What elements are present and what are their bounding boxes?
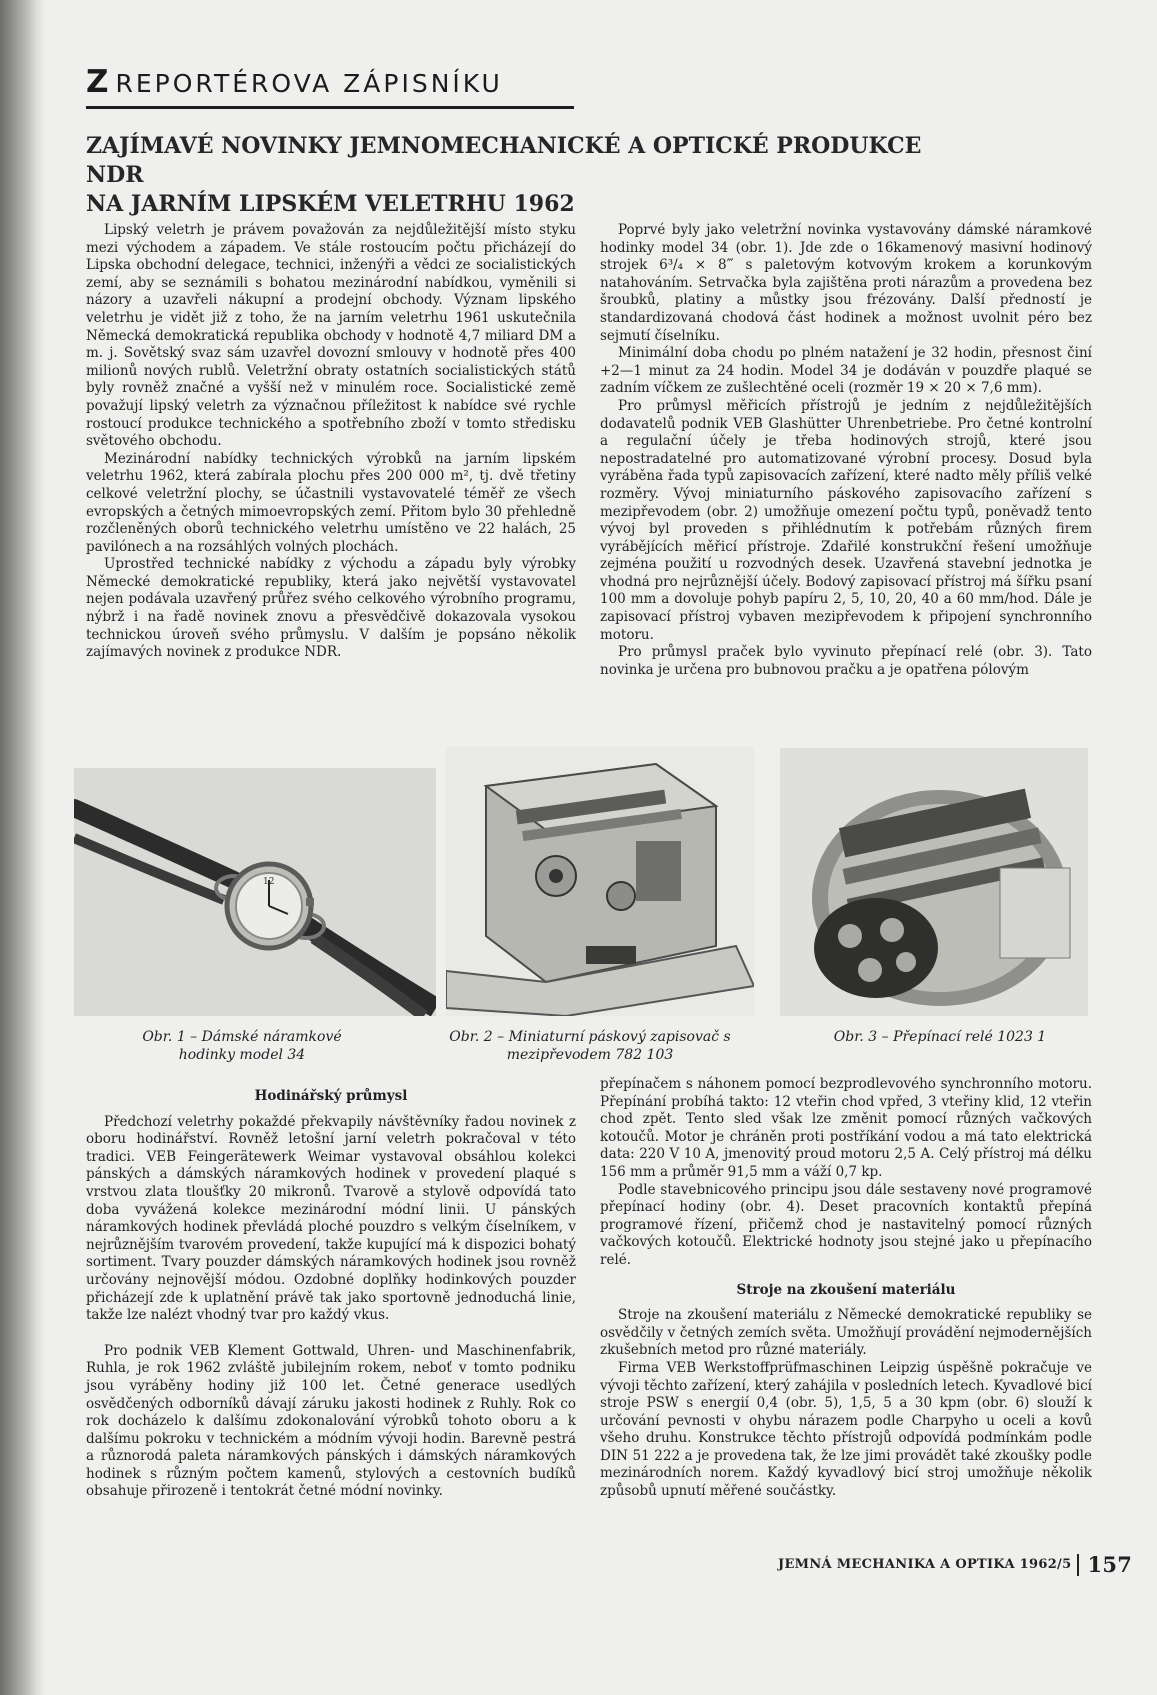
bottom-right-column	[600, 1076, 1092, 1501]
paragraph: přepínačem s náhonem pomocí bezprodlevového synchronního motoru. Přepínání probíhá takto: 12 vteřin chod vpřed, 3 vteřiny klid, 12 vteřin chod zpět. Tento sled však lze změnit pomocí různých vačkových kotoučů. Motor je chráněn proti postříkání vodou a má tato elektrická data: 220 V 10 A, jmenovitý proud motoru 2,5 A. Celý přístroj má délku 156 mm a průměr 91,5 mm a váží 0,7 kp.	[600, 1076, 1092, 1180]
section-rule	[86, 106, 574, 109]
journal-name: JEMNÁ MECHANIKA A OPTIKA 1962/5	[778, 1557, 1072, 1572]
paragraph: Mezinárodní nabídky technických výrobků na jarním lipském veletrhu 1962, která zabírala plochu přes 200 000 m², tj. dvě třetiny celkové veletržní plochy, se účastnili vystavovatelé téměř ze všech evropských a četných mimoevropských zemí. Přitom bylo 30 přehledně rozčleněných oborů technického veletrhu umístěno ve 22 halách, 25 pavilónech a na rozsáhlých volných plochách.	[86, 450, 576, 555]
paragraph: Pro podnik VEB Klement Gottwald, Uhren- und Maschinenfabrik, Ruhla, je rok 1962 zvláště jubilejním rokem, neboť v tomto podniku jsou vyráběny hodiny již 100 let. Četné generace usedlých osvědčených odborníků dávají záruku jakosti hodinek z Ruhly. Rok co rok docházelo k dalšímu zdokonalování výrobků tohoto oboru a k dalšímu pokroku v technickém a módním vývoji hodin. Barevně pestrá a různorodá paleta náramkových pánských i dámských náramkových hodinek s různým počtem kamenů, stylových a cestovních budíků obsahuje přirozeně i tentokrát četné módní novinky.	[86, 1342, 576, 1500]
subheading-stroje-na-zkouseni: Stroje na zkoušení materiálu	[736, 1281, 956, 1298]
headline-line-2: NA JARNÍM LIPSKÉM VELETRHU 1962	[86, 191, 575, 217]
page-footer	[778, 1552, 1132, 1577]
bottom-left-column	[86, 1076, 576, 1501]
page-number: 157	[1087, 1552, 1133, 1577]
footer-divider	[1077, 1554, 1079, 1576]
paragraph: Předchozí veletrhy pokaždé překvapily návštěvníky řadou novinek z oboru hodinářství. Rovněž letošní jarní veletrh pokračoval v této tradici. VEB Feingerätewerk Weimar vystavoval obsáhlou kolekci pánských a dámských náramkových hodinek v provedení plaqué s vrstvou zlata tloušťky 20 mikronů. Tvarově a stylově odpovídá tato doba vyvážená kolekce mezinárodní módní linii. U pánských náramkových hodinek převládá ploché pouzdro s velkým číselníkem, v nejrůznějším tvarovém provedení, takže kupující má k dispozici bohatý sortiment. Tvary pouzder dámských náramkových hodinek jsou rovněž určovány nejnovější módou. Ozdobné doplňky hodinkových pouzder přicházejí zde k uplatnění právě tak jako sportovně jednoduchá linie, takže lze nalézt vhodný tvar pro každý vkus.	[86, 1113, 576, 1324]
figure-3-caption: Obr. 3 – Přepínací relé 1023 1	[833, 1029, 1047, 1045]
intro-right-column	[600, 222, 1092, 679]
figure-1-wristwatch-photo	[74, 768, 436, 1016]
intro-left-column	[86, 222, 576, 662]
paragraph: Pro průmysl měřicích přístrojů je jedním z nejdůležitějších dodavatelů podnik VEB Glashütter Uhrenbetriebe. Pro četné kontrolní a regulační účely je třeba hodinových strojů, které jsou nepostradatelné pro automatizované výrobní procesy. Dosud byla vyráběna řada typů zapisovacích zařízení, které nadto měly příliš velké rozměry. Vývoj miniaturního páskového zapisovacího zařízení s mezipřevodem (obr. 2) umožňuje omezení počtu typů, poněvadž tento vývoj byl proveden s přihlédnutím k potřebám různých firem vyrábějících měřicí přístroje. Zdařilé konstrukční řešení umožňuje zejména použití u rozvodných desek. Uzavřená stavební jednotka je vhodná pro nejrůznější účely. Bodový zapisovací přístroj má šířku psaní 100 mm a dovoluje pohyb papíru 2, 5, 10, 20, 40 a 60 mm/hod. Dále je zapisovací přístroj vybaven mezipřevodem k připojení synchronního motoru.	[600, 397, 1092, 643]
wristwatch-illustration	[74, 768, 436, 1016]
binding-shadow	[0, 0, 46, 1695]
headline-line-1: ZAJÍMAVÉ NOVINKY JEMNOMECHANICKÉ A OPTICKÉ PRODUKCE NDR	[86, 133, 922, 188]
figure-3-relay-photo	[780, 748, 1088, 1016]
figure-1-caption: Obr. 1 – Dámské náramkové hodinky model 34	[142, 1029, 342, 1063]
article-headline	[86, 132, 986, 219]
figure-2-tape-recorder-photo	[446, 746, 754, 1016]
paragraph: Lipský veletrh je právem považován za nejdůležitější místo styku mezi východem a západem. Ve stále rostoucím počtu přicházejí do Lipska obchodní delegace, technici, inženýři a vědci ze socialistických zemí, aby se seznámili s bohatou mezinárodní nabídkou, vyměnili si názory a uzavřeli nákupní a prodejní obchody. Význam lipského veletrhu je vidět již z toho, že na jarním veletrhu 1961 uskutečnila Německá demokratická republika obchody v hodnotě 4,7 miliard DM a m. j. Sovětský svaz sám uzavřel dovozní smlouvy v hodnotě přes 400 milionů nových rublů. Veletržní obraty ostatních socialistických států byly rovněž značné a vyšší než v minulém roce. Socialistické země považují lipský veletrh za význačnou příležitost k nabídce své rychle rostoucí produkce technického a spotřebního zboží v tomto středisku světového obchodu.	[86, 222, 576, 450]
paragraph: Uprostřed technické nabídky z východu a západu byly výrobky Německé demokratické republiky, která jako největší vystavovatel nejen podávala uzavřený průřez svého celkového výrobního programu, nýbrž i na řadě novinek znovu a přesvědčivě dokazovala vysokou technickou úroveň svého průmyslu. V dalším je popsáno několik zajímavých novinek z produkce NDR.	[86, 556, 576, 661]
subheading-hodinarsky-prumysl: Hodinářský průmysl	[254, 1088, 408, 1104]
paragraph: Poprvé byly jako veletržní novinka vystavovány dámské náramkové hodinky model 34 (obr. 1). Jde zde o 16kamenový masivní hodinový strojek 6³/₄ × 8‴ s paletovým kotvovým krokem a korunkovým natahováním. Setrvačka byla zajištěna proti nárazům a provedena bez šroubků, platiny a můstky jsou frézovány. Další předností je standardizovaná chodová část hodinek a možnost uvolnit péro bez sejmutí číselníku.	[600, 222, 1092, 344]
paragraph: Pro průmysl praček bylo vyvinuto přepínací relé (obr. 3). Tato novinka je určena pro bubnovou pračku a je opatřena pólovým	[600, 644, 1092, 678]
figure-2-caption: Obr. 2 – Miniaturní páskový zapisovač s mezipřevodem 782 103	[449, 1029, 731, 1063]
recorder-illustration	[446, 746, 754, 1016]
paragraph: Stroje na zkoušení materiálu z Německé demokratické republiky se osvědčily v četných zemích světa. Umožňují provádění nejmodernějších zkušebních metod pro různé materiály.	[600, 1307, 1092, 1359]
paragraph: Podle stavebnicového principu jsou dále sestaveny nové programové přepínací hodiny (obr. 4). Deset pracovních kontaktů přepíná programové řízení, přičemž chod je nastavitelný pomocí různých vačkových kotoučů. Elektrické hodnoty jsou stejné jako u přepínacího relé.	[600, 1181, 1092, 1268]
relay-illustration	[780, 748, 1088, 1016]
section-title: Z REPORTÉROVA ZÁPISNÍKU	[86, 64, 503, 100]
svg-text:12: 12	[263, 877, 275, 887]
paragraph: Minimální doba chodu po plném natažení je 32 hodin, přesnost činí +2—1 minut za 24 hodin. Model 34 je dodáván v pouzdře plaqué se zadním víčkem ze zušlechtěné oceli (rozměr 19 × 20 × 7,6 mm).	[600, 345, 1092, 397]
paragraph: Firma VEB Werkstoffprüfmaschinen Leipzig úspěšně pokračuje ve vývoji těchto zařízení, který zahájila v posledních letech. Kyvadlové bicí stroje PSW s energií 0,4 (obr. 5), 1,5, 5 a 30 kpm (obr. 6) slouží k určování pevnosti v ohybu nárazem podle Charpyho u oceli a kovů všeho druhu. Konstrukce těchto přístrojů odpovídá podmínkám podle DIN 51 222 a je provedena tak, že lze jimi provádět také zkoušky podle mezinárodních norem. Každý kyvadlový bicí stroj umožňuje několik způsobů upnutí měřené součástky.	[600, 1359, 1092, 1500]
